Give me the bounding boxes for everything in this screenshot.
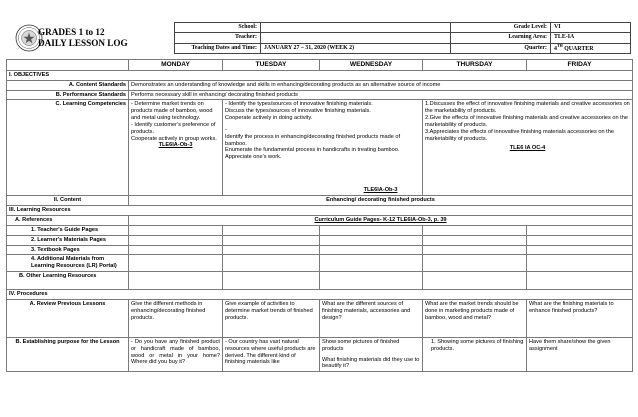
- day-friday: FRIDAY: [527, 60, 633, 71]
- competency-code-monday: TLE6IA-Ob-3: [158, 142, 193, 149]
- review-tuesday: Give example of activities to determine market trends of finished products.: [223, 299, 320, 337]
- performance-standards-text: Performs necessary skill in enhancing/ decorating finished products: [129, 90, 633, 100]
- performance-standards-label: B. Performance Standards: [7, 90, 129, 100]
- title-daily-lesson-log: DAILY LESSON LOG: [38, 37, 128, 48]
- learning-area-label: Learning Area:: [451, 33, 551, 43]
- purpose-friday: Have them share/show the given assignment: [527, 337, 633, 371]
- review-lessons-label: A. Review Previous Lessons: [7, 299, 129, 337]
- competencies-tuesday-wednesday: - Identify the types/sources of innovative finishing materials. Discuss the types/sources of innovative finishing materials. Cooperate actively in doing activity. - Identify the process in enhancing/decorating finished products made of bamboo. Enumerate the fundamental process in handicrafts in treating bamboo. Appreciate one's work.: [223, 100, 423, 196]
- school-label: School:: [175, 23, 261, 33]
- day-header-row: [7, 60, 633, 71]
- purpose-wednesday: Show some pictures of finished products What finishing materials did they use to beautify it?: [320, 337, 423, 371]
- log-header: [0, 22, 638, 55]
- content-standards-row: [7, 80, 633, 90]
- other-resources-label: B. Other Learning Resources: [7, 271, 129, 289]
- day-wednesday: WEDNESDAY: [320, 60, 423, 71]
- title-grades: GRADES 1 to 12: [38, 27, 105, 37]
- purpose-thursday: 1. Showing some pictures of finishing products.: [423, 337, 527, 371]
- tuesday-code-center: TLE6IA-Ob-3: [363, 187, 398, 194]
- competencies-monday: - Determine market trends on products made of bamboo, wood and metal using technology. - Identify customer's preference of products. Cooperate actively in group works. TLE6IA-Ob-3: [129, 100, 223, 196]
- establishing-purpose-label: B. Establishing purpose for the Lesson: [7, 337, 129, 371]
- establishing-purpose-row: [7, 337, 633, 371]
- procedures-row: [7, 289, 633, 299]
- teaching-dates-value: JANUARY 27 – 31, 2020 (WEEK 2): [261, 43, 451, 53]
- learners-materials-label: 2. Learner's Materials Pages: [7, 235, 129, 245]
- quarter-value: 4TH QUARTER: [551, 43, 631, 53]
- teacher-label: Teacher:: [175, 33, 261, 43]
- log-title: [38, 27, 128, 48]
- learning-area-value: TLE-IA: [551, 33, 631, 43]
- header-info-table: [174, 22, 631, 54]
- learning-competencies-row: [7, 100, 633, 196]
- school-value: [261, 23, 451, 33]
- additional-materials-row: [7, 255, 633, 272]
- objectives-row: [7, 71, 633, 81]
- content-standards-label: A. Content Standards: [7, 80, 129, 90]
- competencies-thursday-friday: 1.Discusses the effect of innovative finishing materials and creative accessories on the marketability of products. 2.Give the effects of innovative finishing materials and creative accessories on the marketability of products. 3.Appreciates the effects of innovative finishing materials accessories on the marketability of products. TLE6 IA OC-4: [423, 100, 633, 196]
- teacher-value: [261, 33, 451, 43]
- performance-standards-row: [7, 90, 633, 100]
- competency-code-thursday: TLE6 IA OC-4: [509, 145, 546, 152]
- quarter-label: Quarter:: [451, 43, 551, 53]
- references-label: A. References: [7, 216, 129, 226]
- textbook-pages-row: [7, 245, 633, 255]
- review-monday: Give the different methods in enhancing/decorating finished products.: [129, 299, 223, 337]
- day-thursday: THURSDAY: [423, 60, 527, 71]
- textbook-pages-label: 3. Textbook Pages: [7, 245, 129, 255]
- teaching-dates-label: Teaching Dates and Time:: [175, 43, 261, 53]
- other-resources-row: [7, 271, 633, 289]
- procedures-heading: IV. Procedures: [7, 289, 633, 299]
- grade-level-value: VI: [551, 23, 631, 33]
- day-tuesday: TUESDAY: [223, 60, 320, 71]
- objectives-heading: I. OBJECTIVES: [7, 71, 633, 81]
- review-lessons-row: [7, 299, 633, 337]
- grade-level-label: Grade Level:: [451, 23, 551, 33]
- teachers-guide-label: 1. Teacher's Guide Pages: [7, 225, 129, 235]
- purpose-monday: - Do you have any finished product or handicraft made of bamboo, wood or metal in your home? Where did you buy it?: [129, 337, 223, 371]
- review-thursday: What are the market trends should be done in marketing products made of bamboo, wood and metal?: [423, 299, 527, 337]
- references-text: Curriculum Guide Pages- K-12 TLE6IA-Ob-3, p. 39: [129, 216, 633, 226]
- references-row: [7, 216, 633, 226]
- review-wednesday: What are the different sources of finishing materials, accessories and design?: [320, 299, 423, 337]
- learning-resources-row: [7, 206, 633, 216]
- learning-competencies-label: C. Learning Competencies: [7, 100, 129, 196]
- additional-materials-label: 4. Additional Materials from Learning Resources (LR) Portal): [7, 255, 129, 272]
- purpose-tuesday: - Our country has vast natural resources where useful products are derived. The different kind of finishing materials like: [223, 337, 320, 371]
- content-row: [7, 196, 633, 206]
- teachers-guide-row: [7, 225, 633, 235]
- review-friday: What are the finishing materials to enhance finished products?: [527, 299, 633, 337]
- content-text: TLE6IA-Ob-3 Enhancing/ decorating finished products: [129, 196, 633, 206]
- content-label: II. Content: [7, 196, 129, 206]
- day-monday: MONDAY: [129, 60, 223, 71]
- learners-materials-row: [7, 235, 633, 245]
- content-standards-text: Demonstrates an understanding of knowledge and skills in enhancing/decorating products as an alternative source of income: [129, 80, 633, 90]
- lesson-log-table: [6, 59, 633, 372]
- learning-resources-heading: III. Learning Resources: [7, 206, 633, 216]
